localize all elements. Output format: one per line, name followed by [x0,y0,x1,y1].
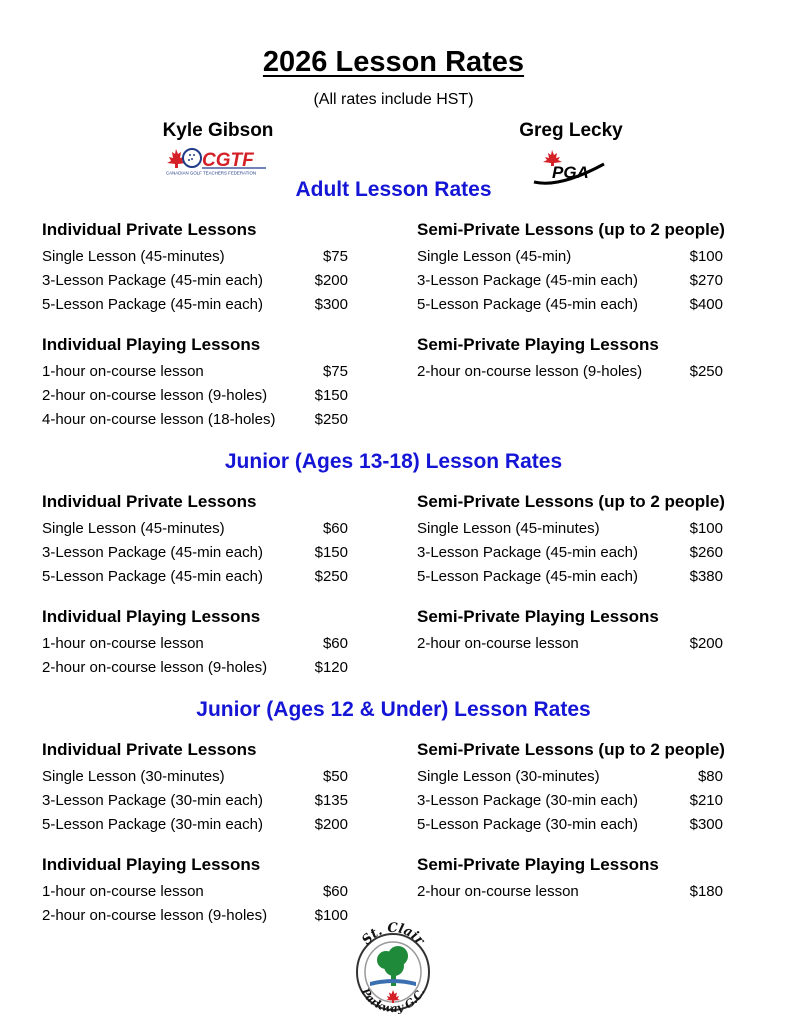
rate-label: 2-hour on-course lesson (9-holes) [42,659,268,676]
rate-label: 3-Lesson Package (45-min each) [42,544,263,561]
rate-label: Single Lesson (30-minutes) [42,768,225,785]
section-title: Junior (Ages 12 & Under) Lesson Rates [196,698,591,721]
rate-price: $100 [689,248,723,265]
cgtf-logo-caption: CANADIAN GOLF TEACHERS FEDERATION [166,170,257,176]
rate-price: $300 [689,816,723,833]
rate-label: 2-hour on-course lesson (9-holes) [42,907,268,924]
rate-row [42,362,348,382]
rate-price: $150 [314,544,348,561]
club-logo-text-bottom: Parkway G.C. [358,985,428,1014]
rate-label: 3-Lesson Package (45-min each) [417,544,638,561]
rate-row [417,882,723,902]
rate-label: Single Lesson (45-minutes) [42,248,225,265]
rate-row [42,791,348,811]
rate-row [42,247,348,267]
group-heading: Individual Private Lessons [42,740,257,759]
rate-row [417,247,723,267]
rate-label: 5-Lesson Package (45-min each) [42,296,263,313]
rate-price: $250 [314,568,348,585]
rate-label: Single Lesson (30-minutes) [417,768,600,785]
group-heading: Semi-Private Playing Lessons [417,855,659,874]
club-logo-text-top: St. Clair [359,920,427,948]
svg-text:St. Clair [359,921,428,949]
rate-row [42,295,348,315]
rate-price: $300 [314,296,348,313]
rate-row [42,906,348,926]
rate-label: 5-Lesson Package (30-min each) [417,816,638,833]
rate-label: Single Lesson (45-minutes) [417,520,600,537]
rate-row [417,362,723,382]
cgtf-logo [164,146,268,176]
rate-label: 2-hour on-course lesson [417,635,579,652]
rate-row [417,271,723,291]
group-heading: Individual Playing Lessons [42,607,261,626]
group-heading: Individual Private Lessons [42,220,257,239]
rate-price: $380 [689,568,723,585]
group-heading: Semi-Private Lessons (up to 2 people) [417,740,725,759]
rate-price: $135 [314,792,348,809]
rate-row [417,567,723,587]
rate-price: $270 [689,272,723,289]
rate-price: $75 [322,248,348,265]
rate-price: $50 [322,768,348,785]
instructor-name-kyle: Kyle Gibson [162,120,274,141]
rate-label: 5-Lesson Package (45-min each) [417,296,638,313]
rate-price: $120 [314,659,348,676]
group-heading: Individual Playing Lessons [42,855,261,874]
instructor-name-greg: Greg Lecky [519,120,623,141]
rate-price: $250 [689,363,723,380]
rate-label: 3-Lesson Package (30-min each) [42,792,263,809]
rate-price: $210 [689,792,723,809]
rate-price: $250 [314,411,348,428]
group-heading: Individual Playing Lessons [42,335,261,354]
maple-leaf-golfball-icon [167,149,201,168]
rate-row [42,271,348,291]
rate-label: 2-hour on-course lesson (9-holes) [42,387,268,404]
pga-logo-text: PGA [552,163,589,182]
rate-row [417,519,723,539]
section-title: Junior (Ages 13-18) Lesson Rates [224,450,563,473]
rate-row [417,791,723,811]
rate-label: 3-Lesson Package (45-min each) [417,272,638,289]
rate-row [417,634,723,654]
rate-label: 3-Lesson Package (30-min each) [417,792,638,809]
rate-label: 5-Lesson Package (45-min each) [42,568,263,585]
rate-label: 2-hour on-course lesson (9-holes) [417,363,643,380]
rate-row [42,567,348,587]
rate-row [42,519,348,539]
rate-price: $80 [697,768,723,785]
rate-price: $200 [314,272,348,289]
rate-row [42,543,348,563]
rate-price: $60 [322,635,348,652]
page-subtitle: (All rates include HST) [313,91,474,108]
rate-row [42,386,348,406]
rate-row [42,634,348,654]
group-heading: Individual Private Lessons [42,492,257,511]
rate-price: $75 [322,363,348,380]
rate-price: $200 [689,635,723,652]
rate-row [417,543,723,563]
rate-price: $100 [689,520,723,537]
rate-price: $260 [689,544,723,561]
rate-row [42,815,348,835]
rate-price: $400 [689,296,723,313]
rate-price: $100 [314,907,348,924]
rate-price: $180 [689,883,723,900]
rate-price: $200 [314,816,348,833]
rate-label: 5-Lesson Package (45-min each) [417,568,638,585]
group-heading: Semi-Private Lessons (up to 2 people) [417,220,725,239]
rate-label: 1-hour on-course lesson [42,363,204,380]
rate-row [417,295,723,315]
rate-price: $60 [322,520,348,537]
rate-label: 5-Lesson Package (30-min each) [42,816,263,833]
rate-row [42,410,348,430]
rate-row [42,882,348,902]
rate-label: 2-hour on-course lesson [417,883,579,900]
page-title: 2026 Lesson Rates [262,46,525,78]
rate-price: $150 [314,387,348,404]
rate-row [42,658,348,678]
rate-label: 1-hour on-course lesson [42,883,204,900]
rate-label: 3-Lesson Package (45-min each) [42,272,263,289]
cgtf-logo-text: CGTF [202,150,254,171]
rate-label: 4-hour on-course lesson (18-holes) [42,411,276,428]
rate-price: $60 [322,883,348,900]
rate-row [417,815,723,835]
club-logo [350,920,436,1014]
group-heading: Semi-Private Playing Lessons [417,607,659,626]
rate-label: 1-hour on-course lesson [42,635,204,652]
rate-label: Single Lesson (45-min) [417,248,572,265]
group-heading: Semi-Private Lessons (up to 2 people) [417,492,725,511]
rate-row [417,767,723,787]
rate-row [42,767,348,787]
rate-label: Single Lesson (45-minutes) [42,520,225,537]
section-title: Adult Lesson Rates [295,178,492,201]
group-heading: Semi-Private Playing Lessons [417,335,659,354]
